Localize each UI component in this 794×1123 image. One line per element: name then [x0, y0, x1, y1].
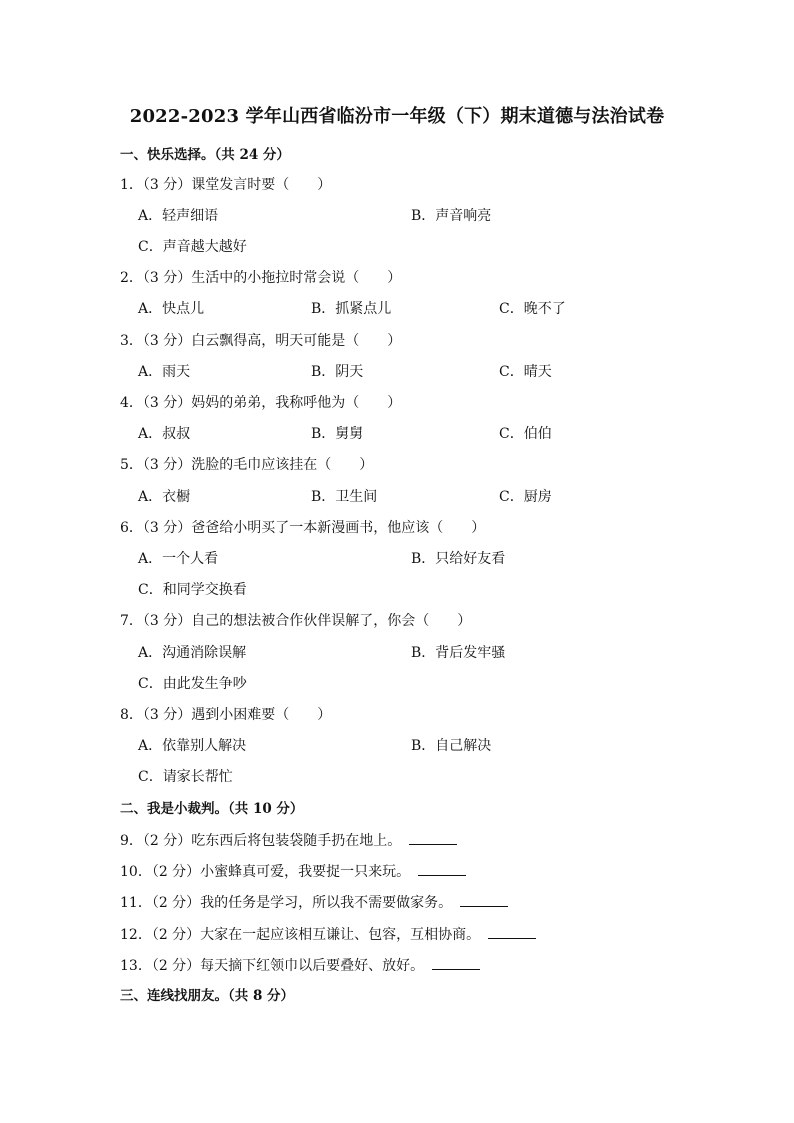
question-10	[120, 861, 466, 882]
question-8-option-c: C．请家长帮忙	[138, 769, 233, 785]
answer-blank[interactable]	[409, 830, 457, 845]
question-7-option-c: C．由此发生争吵	[138, 676, 247, 692]
question-6-option-b: B．只给好友看	[411, 551, 506, 567]
question-5-option-a: A．衣橱	[138, 489, 191, 505]
question-1-option-b: B．声音响亮	[411, 208, 492, 224]
question-12-stem: 12．（2 分）大家在一起应该相互谦让、包容，互相协商。	[120, 927, 481, 943]
question-7-option-b: B．背后发牢骚	[411, 645, 506, 661]
question-4-option-b: B．舅舅	[311, 426, 364, 442]
question-5-option-c: C．厨房	[499, 489, 552, 505]
question-5-option-b: B．卫生间	[311, 489, 378, 505]
question-4-option-a: A．叔叔	[138, 426, 191, 442]
question-9-stem: 9．（2 分）吃东西后将包装袋随手扔在地上。	[120, 833, 402, 849]
question-3-option-b: B．阴天	[311, 364, 364, 380]
question-8-stem: 8．（3 分）遇到小困难要（ ）	[120, 707, 332, 723]
question-7-stem: 7．（3 分）自己的想法被合作伙伴误解了，你会（ ）	[120, 613, 472, 629]
question-1-stem: 1．（3 分）课堂发言时要（ ）	[120, 177, 332, 193]
question-13-stem: 13．（2 分）每天摘下红领巾以后要叠好、放好。	[120, 958, 425, 974]
question-11-stem: 11．（2 分）我的任务是学习，所以我不需要做家务。	[120, 895, 453, 911]
question-2-option-c: C．晚不了	[499, 301, 566, 317]
section-1-heading: 一、快乐选择。（共 24 分）	[120, 147, 290, 163]
question-1-option-a: A．轻声细语	[138, 208, 219, 224]
answer-blank[interactable]	[432, 955, 480, 970]
question-10-stem: 10．（2 分）小蜜蜂真可爱，我要捉一只来玩。	[120, 864, 411, 880]
section-3-heading: 三、连线找朋友。（共 8 分）	[120, 988, 295, 1004]
question-2-stem: 2．（3 分）生活中的小拖拉时常会说（ ）	[120, 270, 402, 286]
question-13	[120, 955, 480, 976]
question-2-option-a: A．快点儿	[138, 301, 205, 317]
question-6-stem: 6．（3 分）爸爸给小明买了一本新漫画书，他应该（ ）	[120, 520, 486, 536]
question-4-option-c: C．伯伯	[499, 426, 552, 442]
question-6-option-c: C．和同学交换看	[138, 582, 247, 598]
question-8-option-a: A．依靠别人解决	[138, 738, 247, 754]
exam-title: 2022-2023 学年山西省临汾市一年级（下）期末道德与法治试卷	[129, 106, 665, 127]
question-1-option-c: C．声音越大越好	[138, 239, 247, 255]
answer-blank[interactable]	[488, 924, 536, 939]
question-12	[120, 924, 536, 945]
question-8-option-b: B．自己解决	[411, 738, 492, 754]
answer-blank[interactable]	[460, 892, 508, 907]
question-3-option-a: A．雨天	[138, 364, 191, 380]
question-5-stem: 5．（3 分）洗脸的毛巾应该挂在（ ）	[120, 457, 374, 473]
question-11	[120, 892, 508, 913]
question-7-option-a: A．沟通消除误解	[138, 645, 247, 661]
section-2-heading: 二、我是小裁判。（共 10 分）	[120, 801, 304, 817]
question-6-option-a: A．一个人看	[138, 551, 219, 567]
question-3-option-c: C．晴天	[499, 364, 552, 380]
answer-blank[interactable]	[418, 861, 466, 876]
question-4-stem: 4．（3 分）妈妈的弟弟，我称呼他为（ ）	[120, 395, 402, 411]
question-3-stem: 3．（3 分）白云飘得高，明天可能是（ ）	[120, 333, 402, 349]
question-9	[120, 830, 457, 851]
question-2-option-b: B．抓紧点儿	[311, 301, 392, 317]
